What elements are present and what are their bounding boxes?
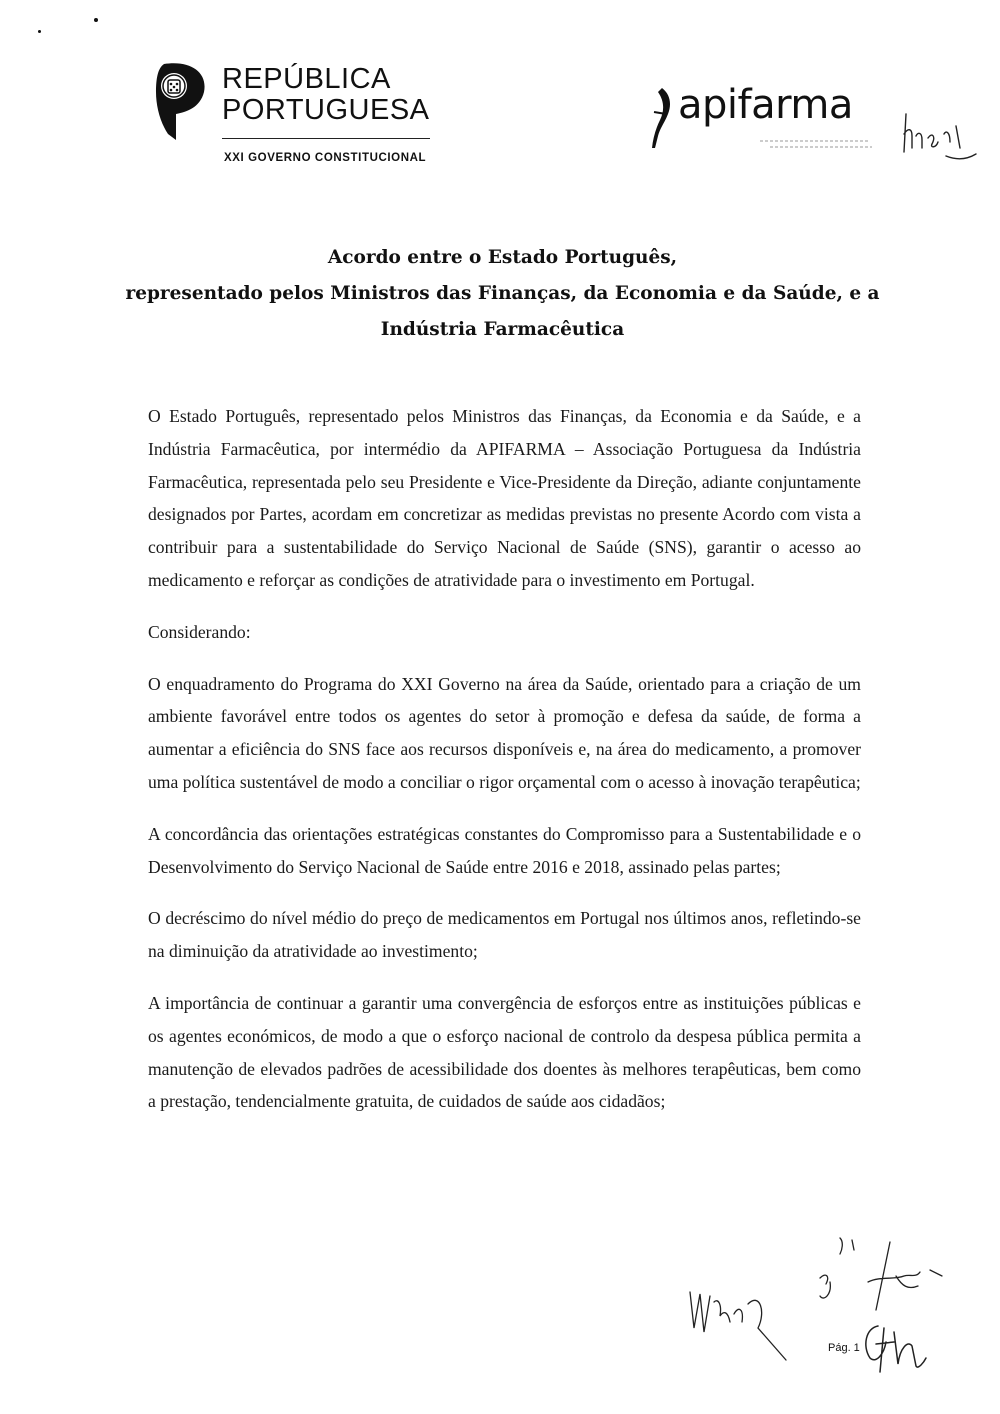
page-number: Pág. 1 <box>828 1342 860 1354</box>
divider <box>222 138 430 139</box>
government-name-line1: REPÚBLICA <box>222 63 391 95</box>
apifarma-wordmark: apifarma <box>678 82 853 128</box>
government-logo <box>150 58 440 168</box>
title-line1: Acordo entre o Estado Português, <box>327 247 678 268</box>
document-title <box>100 240 905 348</box>
paragraph-intro: O Estado Português, representado pelos Ministros das Finanças, da Economia e da Saúde, e a Indústria Farmacêutica, por intermédio da APIFARMA – Associação Portuguesa da Indústria Farmacêutica, representada pelo seu Presidente e Vice-Presidente da Direção, adiante conjuntamente designados por Partes, acordam em concretizar as medidas previstas no presente Acordo com vista a contribuir para a sustentabilidade do Serviço Nacional de Saúde (SNS), garantir o acesso ao medicamento e reforçar as condições de atratividade para o investimento em Portugal. <box>148 406 861 590</box>
apifarma-tagline-icon <box>760 138 880 150</box>
signatures-icon <box>680 1232 970 1382</box>
government-subtitle: XXI GOVERNO CONSTITUCIONAL <box>224 152 427 164</box>
coat-of-arms-icon <box>150 62 206 142</box>
paragraph-recital: A concordância das orientações estratégicas constantes do Compromisso para a Sustentabilidade e o Desenvolvimento do Serviço Nacional de Saúde entre 2016 e 2018, assinado pelas partes; <box>148 823 861 877</box>
paragraph-recital: O enquadramento do Programa do XXI Governo na área da Saúde, orientado para a criação de um ambiente favorável entre todos os agentes do setor à promoção e defesa da saúde, de forma a aumentar a eficiência do SNS face aos recursos disponíveis e, na área do medicamento, a promover uma política sustentável de modo a conciliar o rigor orçamental com o acesso à inovação terapêutica; <box>148 673 861 792</box>
government-name-line2: PORTUGUESA <box>222 94 430 126</box>
title-line3: Indústria Farmacêutica <box>380 319 625 340</box>
government-name <box>222 64 430 126</box>
paragraph-recital: A importância de continuar a garantir uma convergência de esforços entre as instituições públicas e os agentes económicos, de modo a que o esforço nacional de controlo da despesa pública permita a manutenção de elevados padrões de acessibilidade dos doentes às melhores terapêuticas, bem como a prestação, tendencialmente gratuita, de cuidados de saúde aos cidadãos; <box>148 992 861 1112</box>
paragraph-recital: O decréscimo do nível médio do preço de medicamentos em Portugal nos últimos anos, refletindo-se na diminuição da atratividade ao investimento; <box>148 908 861 962</box>
title-line2: representado pelos Ministros das Finanças, da Economia e da Saúde, e a <box>125 283 880 304</box>
apifarma-logo <box>648 82 888 162</box>
document-body <box>148 400 861 1137</box>
initials-signature-icon <box>900 108 980 164</box>
apifarma-mark-icon <box>648 84 682 150</box>
paragraph-considering: Considerando: <box>148 621 251 642</box>
scan-speck <box>94 18 98 22</box>
scan-speck <box>38 30 41 33</box>
